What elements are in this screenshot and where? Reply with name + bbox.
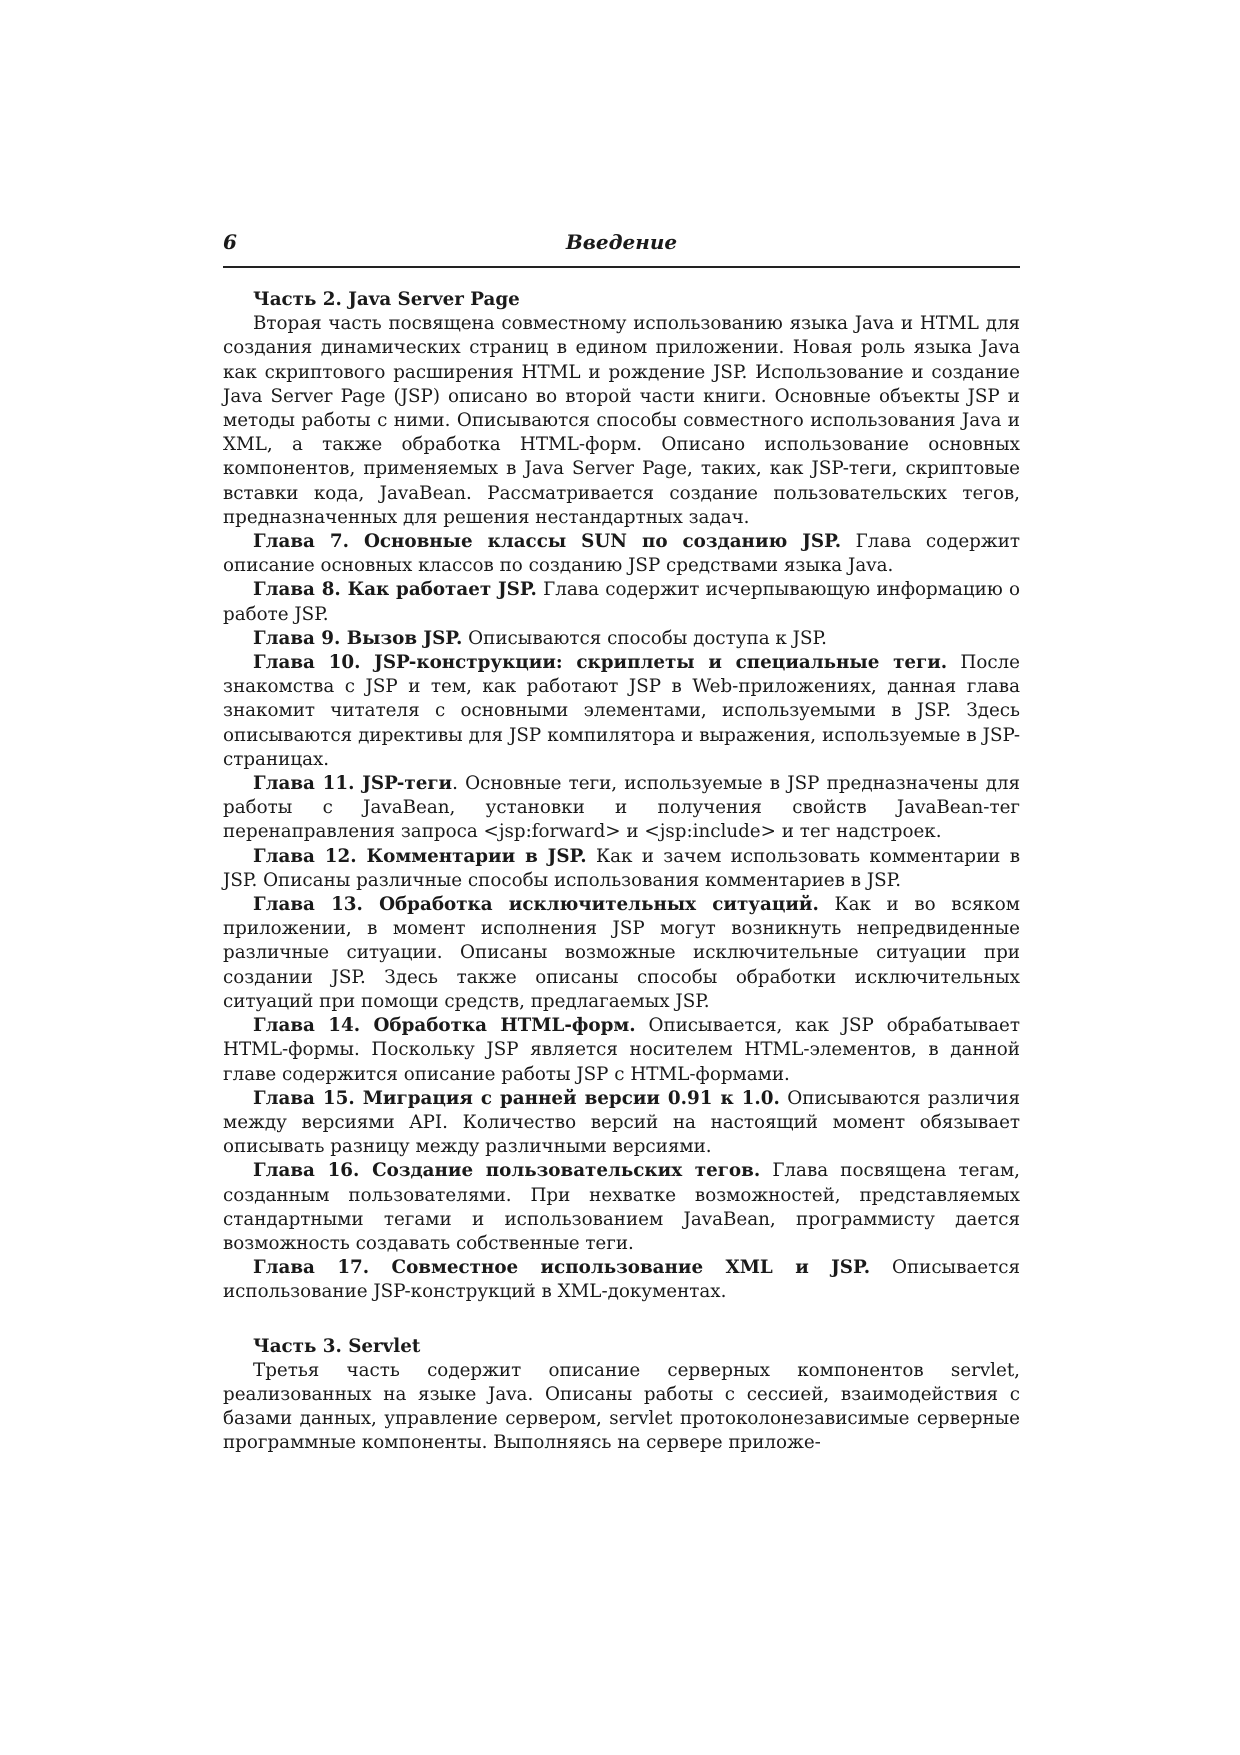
page-header [223, 230, 1020, 268]
chapter-12-text: Как и зачем использовать комментарии в JSP. Описаны различные способы использования комментариев в JSP. [223, 845, 1020, 891]
chapter-14-title: Глава 14. Обработка HTML-форм. [253, 1015, 636, 1037]
chapter-12 [223, 845, 1020, 893]
chapter-16 [223, 1159, 1020, 1256]
chapter-11-text: . Основные теги, используемые в JSP предназначены для работы с JavaBean, установки и получения свойств JavaBean-тег перенаправления запроса <jsp:forward> и <jsp:include> и тег надстроек. [223, 773, 1020, 843]
chapter-14-text: Описывается, как JSP обрабатывает HTML-формы. Поскольку JSP является носителем HTML-элементов, в данной главе содержится описание работы JSP с HTML-формами. [223, 1015, 1020, 1085]
chapter-11 [223, 772, 1020, 845]
chapter-17-text: Описывается использование JSP-конструкций в XML-документах. [223, 1257, 1021, 1303]
chapter-17 [223, 1256, 1020, 1304]
chapter-8-text: Глава содержит исчерпывающую информацию о работе JSP. [223, 579, 1020, 625]
chapter-12-title: Глава 12. Комментарии в JSP. [253, 845, 587, 867]
chapter-16-text: Глава посвящена тегам, созданным пользователями. При нехватке возможностей, представляемых стандартными тегами и использованием JavaBean, программисту дается возможность создавать собственные теги. [223, 1160, 1020, 1254]
chapter-17-title: Глава 17. Совместное использование XML и JSP. [253, 1257, 871, 1279]
running-title: Введение [565, 230, 678, 254]
part-2-title: Часть 2. Java Server Page [253, 289, 520, 310]
chapter-11-title: Глава 11. JSP-теги [253, 773, 453, 795]
chapter-9 [223, 627, 1020, 651]
part-3-title: Часть 3. Servlet [253, 1335, 421, 1357]
chapter-13 [223, 893, 1020, 1014]
chapter-14 [223, 1014, 1020, 1087]
chapter-9-text: Описываются способы доступа к JSP. [462, 627, 827, 649]
part-2-intro: Вторая часть посвящена совместному использованию языка Java и HTML для создания динамических страниц в едином приложении. Новая роль языка Java как скриптового расширения HTML и рождение JSP. Использование и создание Java Server Page (JSP) описано во второй части книги. Основные объекты JSP и методы работы с ними. Описываются способы совместного использования Java и XML, а также обработка HTML-форм. Описано использование основных компонентов, применяемых в Java Server Page, таких, как JSP-теги, скриптовые вставки кода, JavaBean. Рассматривается создание пользовательских тегов, предназначенных для решения нестандартных задач. [223, 313, 1020, 528]
chapter-10 [223, 651, 1020, 772]
part-3-intro: Третья часть содержит описание серверных компонентов servlet, реализованных на языке Java. Описаны работы с сессией, взаимодействия с базами данных, управление сервером, servlet протоколонезависимые серверные программные компоненты. Выполняясь на сервере приложе- [223, 1359, 1020, 1454]
chapter-7-text: Глава содержит описание основных классов по созданию JSP средствами языка Java. [223, 531, 1020, 577]
chapter-15-text: Описываются различия между версиями API. Количество версий на настоящий момент обязывает описывать разницу между различными версиями. [223, 1087, 1020, 1158]
chapter-10-text: После знакомства с JSP и тем, как работают JSP в Web-приложениях, данная глава знакомит читателя с основными элементами, используемыми в JSP. Здесь описываются директивы для JSP компилятора и выражения, используемые в JSP-страницах. [223, 652, 1020, 770]
chapter-7 [223, 530, 1020, 578]
chapter-9-title: Глава 9. Вызов JSP. [253, 627, 463, 649]
page-number: 6 [223, 230, 237, 254]
chapter-7-title: Глава 7. Основные классы SUN по созданию JSP. [253, 531, 842, 553]
chapter-15-title: Глава 15. Миграция с ранней версии 0.91 к 1.0. [253, 1087, 780, 1109]
chapter-8 [223, 578, 1020, 626]
chapter-15 [223, 1087, 1020, 1160]
chapter-13-text: Как и во всяком приложении, в момент исполнения JSP могут возникнуть непредвиденные различные ситуации. Описаны возможные исключительные ситуации при создании JSP. Здесь также описаны способы обработки исключительных ситуаций при помощи средств, предлагаемых JSP. [223, 894, 1021, 1012]
chapter-8-title: Глава 8. Как работает JSP. [253, 579, 537, 601]
chapter-16-title: Глава 16. Создание пользовательских тегов. [253, 1160, 761, 1182]
chapter-13-title: Глава 13. Обработка исключительных ситуаций. [253, 894, 819, 916]
chapter-10-title: Глава 10. JSP-конструкции: скриплеты и специальные теги. [253, 652, 948, 674]
page-body [223, 288, 1020, 1456]
